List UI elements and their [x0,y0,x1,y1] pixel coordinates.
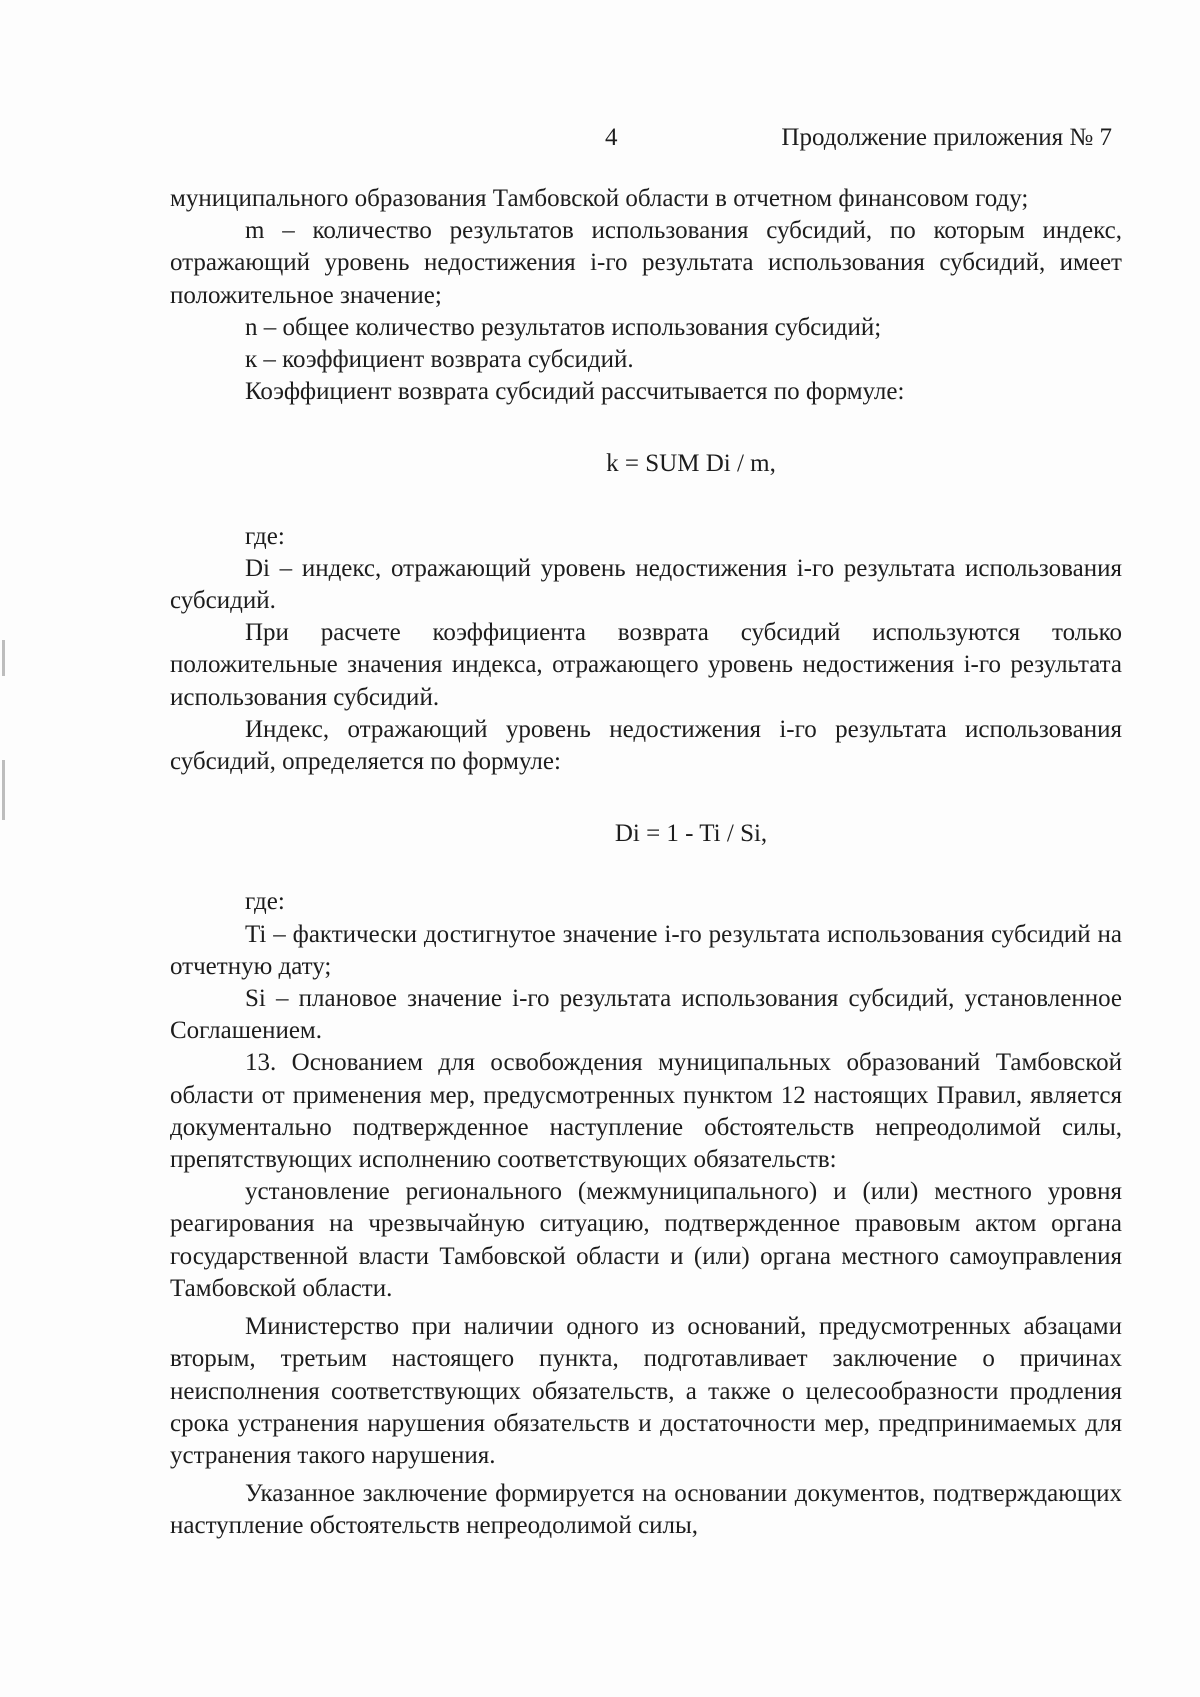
paragraph: Коэффициент возврата субсидий рассчитывается по формуле: [245,378,905,406]
paragraph: Si – плановое значение i-го результата использования субсидий, установленное Соглашением. [170,985,1122,1045]
formula-return-coefficient: k = SUM Di / m, [606,450,776,478]
paragraph: 13. Основанием для освобождения муниципальных образований Тамбовской области от применения мер, предусмотренных пунктом 12 настоящих Правил, является документально подтвержденное наступление обстоятельств непреодолимой силы, препятствующих исполнению соответствующих обязательств: [170,1049,1122,1174]
page-header [170,118,1120,158]
paragraph: Министерство при наличии одного из оснований, предусмотренных абзацами вторым, третьим настоящего пункта, подготавливает заключение о причинах неисполнения соответствующих обязательств, а также о целесообразности продления срока устранения нарушения обязательств и достаточности мер, предпринимаемых для устранения такого нарушения. [170,1313,1122,1469]
paragraph: Указанное заключение формируется на основании документов, подтверждающих наступление обстоятельств непреодолимой силы, [170,1480,1122,1540]
paragraph: Ti – фактически достигнутое значение i-го результата использования субсидий на отчетную дату; [170,920,1122,980]
scan-artifact [2,760,5,820]
paragraph: Индекс, отражающий уровень недостижения i-го результата использования субсидий, определяется по формуле: [170,715,1122,776]
paragraph: m – количество результатов использования субсидий, по которым индекс, отражающий уровень недостижения i-го результата использования субсидий, имеет положительное значение; [170,217,1122,309]
page-number: 4 [605,124,618,151]
paragraph: к – коэффициент возврата субсидий. [245,346,634,374]
paragraph: При расчете коэффициента возврата субсидий используются только положительные значения индекса, отражающего уровень недостижения i-го результата использования субсидий. [170,619,1122,711]
appendix-continuation-label: Продолжение приложения № 7 [781,124,1112,151]
paragraph: n – общее количество результатов использования субсидий; [245,313,882,341]
paragraph: где: [245,522,285,550]
paragraph: где: [245,888,285,916]
paragraph: установление регионального (межмуниципального) и (или) местного уровня реагирования на чрезвычайную ситуацию, подтвержденное правовым актом органа государственной власти Тамбовской области и (или) органа местного самоуправления Тамбовской области. [170,1178,1122,1302]
paragraph: Di – индекс, отражающий уровень недостижения i-го результата использования субсидий. [170,554,1122,615]
document-body [170,183,1122,1543]
scan-artifact [2,640,5,676]
formula-underachievement-index: Di = 1 - Ti / Si, [614,820,768,848]
paragraph: муниципального образования Тамбовской области в отчетном финансовом году; [170,185,1029,212]
